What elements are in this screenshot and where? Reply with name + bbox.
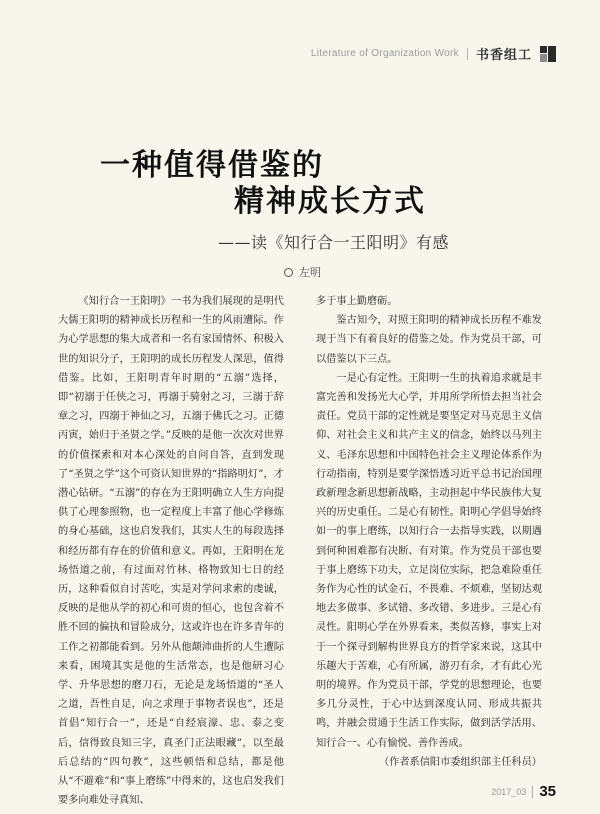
paragraph: 鉴古知今，对照王阳明的精神成长历程不难发现于当下有着良好的借鉴之处。作为党员干部，可以借鉴以下三点。 — [316, 315, 542, 365]
author-line — [284, 264, 321, 280]
body-column-left — [58, 292, 284, 810]
author-name: 左明 — [299, 266, 321, 279]
paragraph: 一是心有定性。王阳明一生的执着追求就是丰富完善和发扬光大心学，并用所学所悟去担当社会责任。党员干部的定性就是要坚定对马克思主义信仰、对社会主义和共产主义的信念，始终以马列主义、毛泽东思想和中国特色社会主义理论体系作为行动指南，特别是要学深悟透习近平总书记治国理政新理念新思想新战略，主动担起中华民族伟大复兴的历史重任。二是心有韧性。阳明心学倡导始终如一的事上磨练，以知行合一去指导实践，以期遇到何种困难都有决断、有对策。作为党员干部也要于事上磨练下功夫，立足岗位实际，把急难险重任务作为心性的试金石，不畏难、不烦难，坚韧达观地去多做事、多试错、多改错、多进步。三是心有灵性。阳明心学在外界看来，类似苦修，事实上对于一个探寻到解构世界良方的哲学家来说，这其中乐趣大于苦难，心有所属，游刃有余，才有此心光明的境界。作为党员干部，学党的思想理论，也要多几分灵性，于心中达到深度认同、形成共振共鸣，并融会贯通于生活工作实际，做到活学活用、知行合一、心有愉悦、善作善成。 — [316, 372, 542, 749]
header-english-title: Literature of Organization Work — [310, 48, 459, 59]
paragraph-continued: 多于事上勤磨砺。 — [316, 296, 398, 307]
circle-bullet-icon — [284, 268, 293, 277]
section-header — [311, 44, 556, 63]
article-subtitle: ——读《知行合一王阳明》有感 — [218, 233, 450, 252]
body-column-right — [316, 292, 542, 772]
page-number: 35 — [539, 783, 556, 800]
section-logo-icon — [540, 46, 556, 62]
article-title-line2: 精神成长方式 — [234, 184, 426, 219]
article-title-line1: 一种值得借鉴的 — [100, 148, 324, 183]
page-footer — [491, 783, 556, 800]
header-divider — [467, 48, 468, 60]
footer-divider — [532, 786, 533, 798]
header-chinese-title: 书香组工 — [475, 48, 532, 63]
paragraph: 《知行合一王阳明》一书为我们展现的是明代大儒王阳明的精神成长历程和一生的风雨遭际。作为心学思想的集大成者和一名有家国情怀、积极入世的知识分子，王阳明的成长历程发人深思，值得借鉴。比如，王阳明青年时期的“五溺”选择，即“初溺于任侠之习，再溺于骑射之习，三溺于辞章之习，四溺于神仙之习，五溺于佛氏之习。正德丙寅，始归于圣贤之学。”反映的是他一次次对世界的价值探索和对本心深处的自问自答，直到发现了“圣贤之学”这个可资认知世界的“指路明灯”，才潜心钻研。“五溺”的存在为王阳明确立人生方向提供了心理参照物，也一定程度上丰富了他心学修炼的身心基础，这也启发我们，其实人生的每段选择和经历都有存在的价值和意义。再如，王阳明在龙场悟道之前，有过面对竹林、格物致知七日的经历，这种看似自讨苦吃，实是对学问求索的虔诚，反映的是他从学的初心和可贵的恒心，也包含着不胜不回的偏执和冒险成分，这或许也在许多青年的工作之初都能看到。另外从他颠沛曲折的人生遭际来看，困境其实是他的生活常态，也是他研习心学、升华思想的磨刀石，无论是龙场悟道的“圣人之道，吾性自足，向之求理于事物者误也”，还是首倡“知行合一”，还是“自经宸濠、忠、泰之变后，信得致良知三字，真圣门正法眼藏”，以至最后总结的“四句教”，这些顿悟和总结，都是他从“不避难”和“事上磨练”中得来的，这也启发我们要多向难处寻真知、 — [58, 296, 284, 807]
issue-date: 2017_03 — [491, 786, 527, 797]
author-affiliation: （作者系信阳市委组织部主任科员） — [379, 756, 542, 768]
